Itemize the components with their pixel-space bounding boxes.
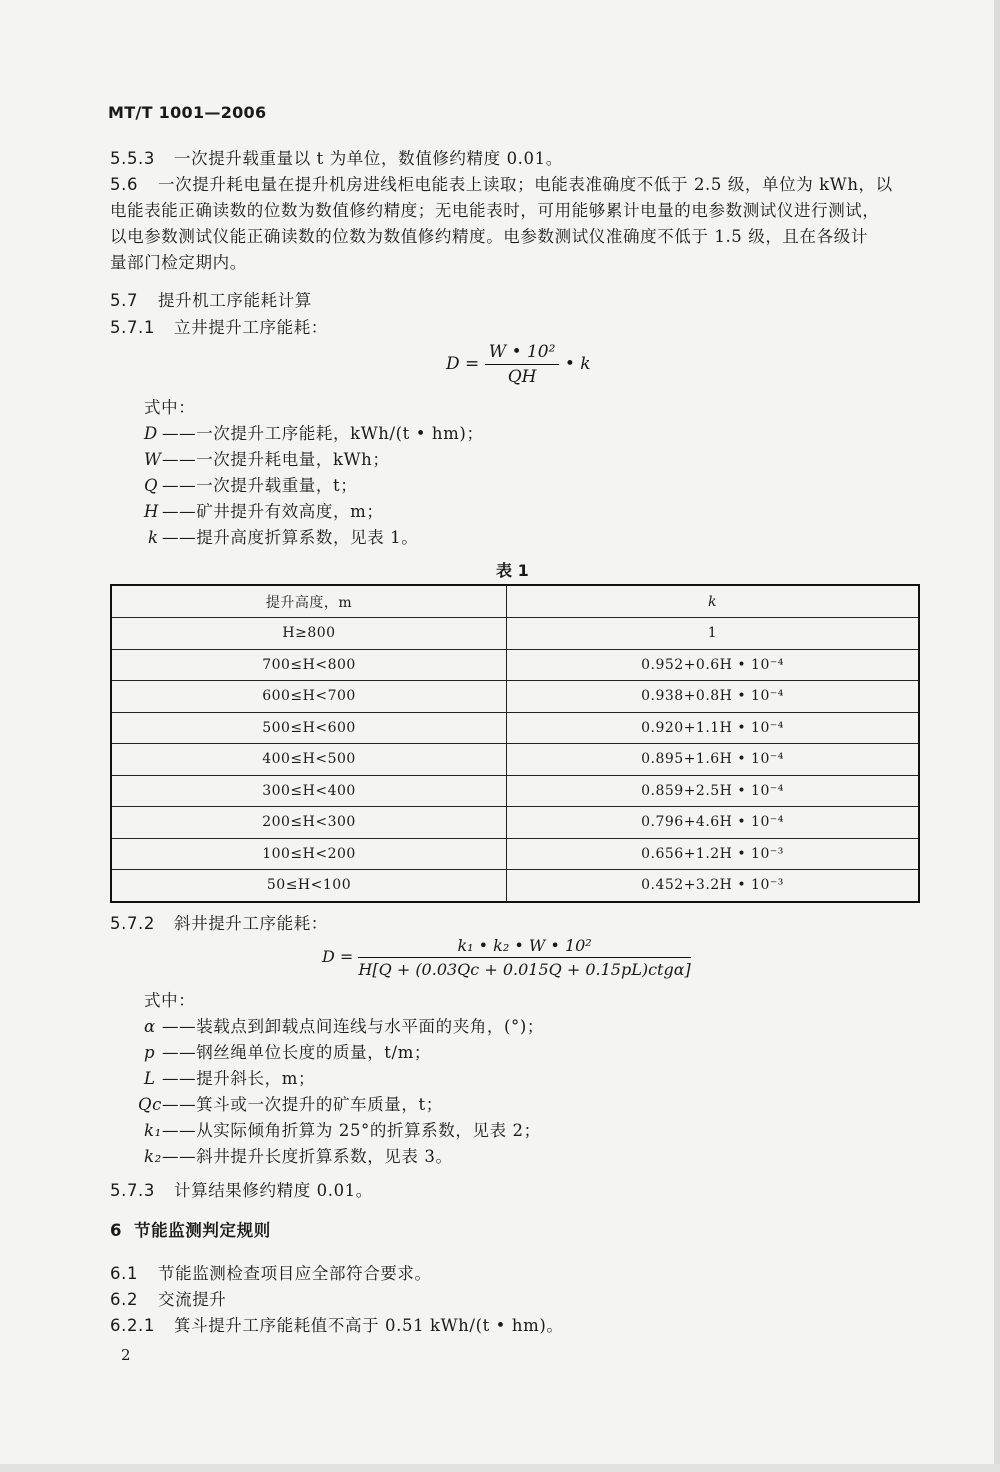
variable-item bbox=[144, 525, 484, 551]
k-value-cell: 0.938+0.8H • 10⁻⁴ bbox=[507, 681, 920, 713]
variable-list-1 bbox=[144, 421, 484, 551]
height-range-cell: 100≤H<200 bbox=[111, 838, 507, 870]
section-6-heading bbox=[110, 1218, 271, 1244]
clause-5-7 bbox=[110, 288, 312, 314]
k-value-cell: 0.796+4.6H • 10⁻⁴ bbox=[507, 807, 920, 839]
table-header-row bbox=[111, 585, 919, 618]
clause-text-line4: 量部门检定期内。 bbox=[110, 253, 247, 272]
variable-symbol: k bbox=[148, 528, 159, 547]
table-row bbox=[111, 807, 919, 839]
clause-number: 5.7.1 bbox=[110, 318, 155, 337]
table-row bbox=[111, 744, 919, 776]
table-row bbox=[111, 681, 919, 713]
page-edge-bottom bbox=[0, 1464, 1000, 1472]
variable-desc: ——从实际倾角折算为 25°的折算系数，见表 2； bbox=[162, 1121, 541, 1140]
height-range-cell: 500≤H<600 bbox=[111, 712, 507, 744]
variable-item bbox=[144, 421, 484, 447]
k-value-cell: 0.952+0.6H • 10⁻⁴ bbox=[507, 649, 920, 681]
variable-symbol: Q bbox=[144, 476, 159, 495]
variable-symbol: Qc bbox=[138, 1095, 162, 1114]
formula-fraction bbox=[358, 936, 690, 979]
clause-6-1 bbox=[110, 1261, 432, 1287]
table-row bbox=[111, 649, 919, 681]
height-range-cell: 300≤H<400 bbox=[111, 775, 507, 807]
clause-5-7-2 bbox=[110, 911, 328, 937]
variable-symbol: H bbox=[144, 502, 159, 521]
clause-5-5-3 bbox=[110, 146, 563, 172]
clause-5-7-3 bbox=[110, 1178, 373, 1204]
variable-item bbox=[144, 447, 484, 473]
variable-item bbox=[144, 1066, 544, 1092]
variable-desc: ——一次提升载重量，t； bbox=[162, 476, 358, 495]
variable-symbol: W bbox=[144, 450, 162, 469]
clause-number: 6.2 bbox=[110, 1290, 139, 1309]
variable-symbol: k₁ bbox=[144, 1121, 162, 1140]
variable-desc: ——一次提升耗电量，kWh； bbox=[162, 450, 390, 469]
k-value-cell: 0.452+3.2H • 10⁻³ bbox=[507, 870, 920, 902]
variable-symbol: p bbox=[144, 1043, 156, 1062]
k-value-cell: 0.656+1.2H • 10⁻³ bbox=[507, 838, 920, 870]
column-header-height: 提升高度，m bbox=[111, 585, 507, 618]
clause-title: 斜井提升工序能耗： bbox=[174, 914, 328, 933]
height-range-cell: 200≤H<300 bbox=[111, 807, 507, 839]
table-caption: 表 1 bbox=[496, 561, 529, 580]
variable-desc: ——提升斜长，m； bbox=[162, 1069, 316, 1088]
doc-code-header: MT/T 1001—2006 bbox=[108, 103, 267, 122]
height-range-cell: 400≤H<500 bbox=[111, 744, 507, 776]
clause-5-6 bbox=[110, 172, 893, 276]
variable-desc: ——装载点到卸载点间连线与水平面的夹角，(°)； bbox=[162, 1017, 545, 1036]
clause-title: 提升机工序能耗计算 bbox=[158, 291, 312, 310]
table-row bbox=[111, 775, 919, 807]
section-title: 节能监测判定规则 bbox=[134, 1221, 271, 1240]
clause-text-line1: 一次提升耗电量在提升机房进线柜电能表上读取；电能表准确度不低于 2.5 级，单位为 kWh，以 bbox=[158, 175, 893, 194]
variable-item bbox=[138, 1092, 544, 1118]
table-row bbox=[111, 870, 919, 902]
variable-desc: ——斜井提升长度折算系数，见表 3。 bbox=[162, 1147, 453, 1166]
formula-fraction bbox=[485, 342, 560, 387]
clause-number: 5.7.2 bbox=[110, 914, 155, 933]
clause-number: 5.7 bbox=[110, 291, 139, 310]
clause-text-line3: 以电参数测试仪能正确读数的位数为数值修约精度。电参数测试仪准确度不低于 1.5 级，且在各级计 bbox=[110, 227, 868, 246]
height-coefficient-table bbox=[110, 584, 920, 903]
variable-desc: ——一次提升工序能耗，kWh/(t • hm)； bbox=[162, 424, 484, 443]
formula-tail: • k bbox=[564, 354, 591, 374]
page-number: 2 bbox=[121, 1346, 131, 1364]
formula-denominator: QH bbox=[507, 367, 537, 387]
clause-text-line2: 电能表能正确读数的位数为数值修约精度；无电能表时，可用能够累计电量的电参数测试仪进行测试， bbox=[110, 201, 880, 220]
clause-number: 6.1 bbox=[110, 1264, 139, 1283]
clause-number: 5.6 bbox=[110, 175, 139, 194]
k-value-cell: 0.895+1.6H • 10⁻⁴ bbox=[507, 744, 920, 776]
k-value-cell: 0.859+2.5H • 10⁻⁴ bbox=[507, 775, 920, 807]
formula-vertical-shaft bbox=[446, 342, 591, 387]
clause-text: 一次提升载重量以 t 为单位，数值修约精度 0.01。 bbox=[174, 149, 563, 168]
clause-number: 5.7.3 bbox=[110, 1181, 155, 1200]
where-label: 式中： bbox=[144, 398, 196, 417]
formula-numerator: W • 10² bbox=[485, 342, 560, 365]
where-label-2: 式中： bbox=[144, 991, 196, 1010]
clause-title: 交流提升 bbox=[158, 1290, 227, 1309]
variable-item bbox=[144, 1144, 544, 1170]
height-range-cell: H≥800 bbox=[111, 618, 507, 650]
variable-item bbox=[144, 1118, 544, 1144]
variable-symbol: L bbox=[144, 1069, 156, 1088]
variable-item bbox=[144, 1040, 544, 1066]
variable-item bbox=[144, 473, 484, 499]
height-range-cell: 50≤H<100 bbox=[111, 870, 507, 902]
section-number: 6 bbox=[110, 1221, 123, 1240]
k-value-cell: 1 bbox=[507, 618, 920, 650]
height-range-cell: 600≤H<700 bbox=[111, 681, 507, 713]
formula-numerator: k₁ • k₂ • W • 10² bbox=[358, 936, 690, 958]
formula-lhs: D = bbox=[446, 354, 480, 374]
variable-desc: ——矿井提升有效高度，m； bbox=[162, 502, 384, 521]
variable-item bbox=[144, 499, 484, 525]
variable-item bbox=[144, 1014, 544, 1040]
formula-lhs: D = bbox=[322, 947, 354, 966]
clause-number: 6.2.1 bbox=[110, 1316, 155, 1335]
table-row bbox=[111, 712, 919, 744]
clause-text: 箕斗提升工序能耗值不高于 0.51 kWh/(t • hm)。 bbox=[174, 1316, 564, 1335]
formula-denominator: H[Q + (0.03Qc + 0.015Q + 0.15pL)ctgα] bbox=[358, 960, 691, 979]
variable-desc: ——提升高度折算系数，见表 1。 bbox=[162, 528, 419, 547]
column-header-k: k bbox=[507, 585, 920, 618]
k-value-cell: 0.920+1.1H • 10⁻⁴ bbox=[507, 712, 920, 744]
height-range-cell: 700≤H<800 bbox=[111, 649, 507, 681]
table-row bbox=[111, 838, 919, 870]
variable-desc: ——箕斗或一次提升的矿车质量，t； bbox=[162, 1095, 443, 1114]
variable-list-2 bbox=[138, 1014, 545, 1170]
variable-symbol: D bbox=[144, 424, 158, 443]
formula-inclined-shaft bbox=[322, 936, 691, 979]
clause-text: 计算结果修约精度 0.01。 bbox=[174, 1181, 373, 1200]
clause-title: 立井提升工序能耗： bbox=[174, 318, 328, 337]
clause-number: 5.5.3 bbox=[110, 149, 155, 168]
clause-6-2-1 bbox=[110, 1313, 563, 1339]
table-row bbox=[111, 618, 919, 650]
clause-6-2 bbox=[110, 1287, 226, 1313]
variable-desc: ——钢丝绳单位长度的质量，t/m； bbox=[162, 1043, 432, 1062]
clause-text: 节能监测检查项目应全部符合要求。 bbox=[158, 1264, 432, 1283]
page-edge-right bbox=[994, 0, 1000, 1472]
variable-symbol: α bbox=[144, 1017, 156, 1036]
variable-symbol: k₂ bbox=[144, 1147, 162, 1166]
clause-5-7-1 bbox=[110, 315, 328, 341]
